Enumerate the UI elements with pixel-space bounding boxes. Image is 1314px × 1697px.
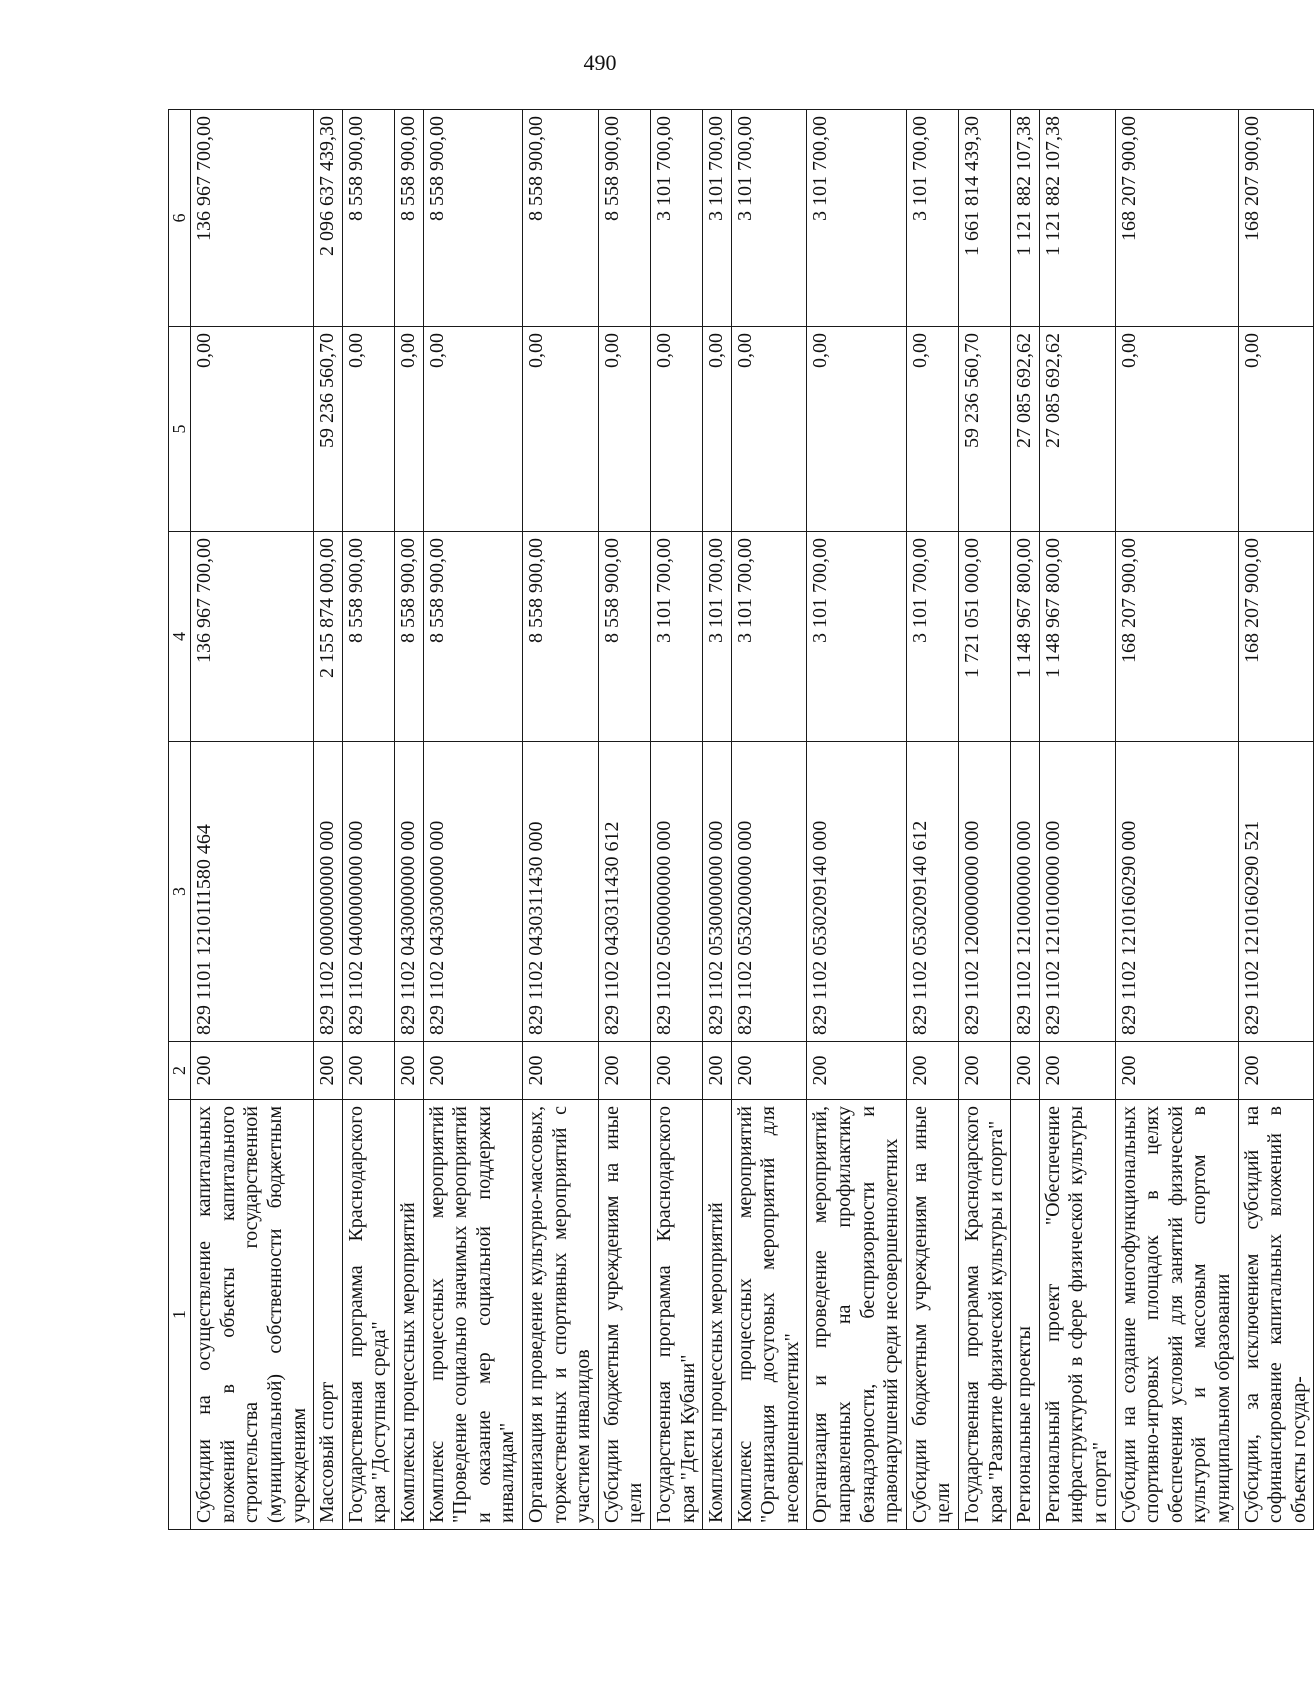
row-kbk-cell: 829 1102 1210160290 000 [1115,742,1238,1042]
row-col4-cell: 8 558 900,00 [394,532,423,742]
row-code-cell: 200 [522,1042,598,1100]
row-code-cell: 200 [394,1042,423,1100]
column-header: 3 [169,742,191,1042]
row-col5-cell: 0,00 [394,327,423,532]
column-header: 4 [169,532,191,742]
row-kbk-cell: 829 1102 0500000000 000 [650,742,702,1042]
row-name-cell: Региональный проект "Обеспечение инфраструктурой в сфере физической культуры и спорта" [1039,1100,1115,1530]
row-name-cell: Региональные проекты [1011,1100,1040,1530]
row-col5-cell: 0,00 [906,327,958,532]
row-code-cell: 200 [1115,1042,1238,1100]
row-name-cell: Комплекс процессных мероприятий "Проведение социально значимых мероприятий и оказание мер социальной поддержки инвалидам" [423,1100,522,1530]
row-col6-cell: 1 121 882 107,38 [1039,110,1115,327]
row-col4-cell: 168 207 900,00 [1115,532,1238,742]
row-col5-cell: 0,00 [342,327,394,532]
row-col5-cell: 59 236 560,70 [959,327,1011,532]
row-code-cell: 200 [423,1042,522,1100]
row-col5-cell: 27 085 692,62 [1011,327,1040,532]
row-name-cell: Организация и проведение мероприятий, направленных на профилактику безнадзорности, беспризорности и правонарушений среди несовершеннолетних [807,1100,906,1530]
row-col5-cell: 0,00 [650,327,702,532]
row-code-cell: 200 [906,1042,958,1100]
row-col6-cell: 168 207 900,00 [1115,110,1238,327]
row-name-cell: Субсидии на создание многофункциональных спортивно-игровых площадок в целях обеспечения условий для занятий физической культурой и массовым спортом в муниципальном образовании [1115,1100,1238,1530]
row-code-cell: 200 [191,1042,314,1100]
row-kbk-cell: 829 1102 0430000000 000 [394,742,423,1042]
row-col4-cell: 3 101 700,00 [731,532,807,742]
row-code-cell: 200 [1039,1042,1115,1100]
row-col5-cell: 0,00 [1238,327,1314,532]
row-col6-cell: 136 967 700,00 [191,110,314,327]
row-col5-cell: 0,00 [807,327,906,532]
row-col4-cell: 3 101 700,00 [807,532,906,742]
row-name-cell: Организация и проведение культурно-массовых, торжественных и спортивных мероприятий с участием инвалидов [522,1100,598,1530]
column-header: 2 [169,1042,191,1100]
table-row [959,110,1011,1530]
row-col5-cell: 0,00 [1115,327,1238,532]
row-kbk-cell: 829 1102 0430311430 612 [598,742,650,1042]
table-row [1115,110,1238,1530]
row-kbk-cell: 829 1102 0000000000 000 [314,742,343,1042]
row-code-cell: 200 [342,1042,394,1100]
row-col4-cell: 1 148 967 800,00 [1011,532,1040,742]
table-row [342,110,394,1530]
row-col4-cell: 1 148 967 800,00 [1039,532,1115,742]
row-kbk-cell: 829 1102 1210160290 521 [1238,742,1314,1042]
row-col5-cell: 0,00 [598,327,650,532]
row-col6-cell: 8 558 900,00 [598,110,650,327]
row-col4-cell: 168 207 900,00 [1238,532,1314,742]
column-header: 1 [169,1100,191,1530]
page-number: 490 [583,50,617,75]
table-header-row [169,110,191,1530]
row-kbk-cell: 829 1102 0530200000 000 [731,742,807,1042]
row-col4-cell: 1 721 051 000,00 [959,532,1011,742]
table-row [598,110,650,1530]
row-code-cell: 200 [959,1042,1011,1100]
row-col6-cell: 8 558 900,00 [522,110,598,327]
row-col5-cell: 59 236 560,70 [314,327,343,532]
row-code-cell: 200 [1011,1042,1040,1100]
row-col6-cell: 8 558 900,00 [342,110,394,327]
table-row [1039,110,1115,1530]
row-col6-cell: 8 558 900,00 [423,110,522,327]
table-row [522,110,598,1530]
row-name-cell: Массовый спорт [314,1100,343,1530]
row-kbk-cell: 829 1102 0400000000 000 [342,742,394,1042]
row-code-cell: 200 [1238,1042,1314,1100]
row-col5-cell: 0,00 [522,327,598,532]
row-name-cell: Субсидии бюджетным учреждениям на иные цели [906,1100,958,1530]
column-header: 6 [169,110,191,327]
row-name-cell: Комплекс процессных мероприятий "Организация досуговых мероприятий для несовершеннолетних" [731,1100,807,1530]
row-col4-cell: 3 101 700,00 [906,532,958,742]
row-code-cell: 200 [807,1042,906,1100]
row-col6-cell: 8 558 900,00 [394,110,423,327]
table-row [1011,110,1040,1530]
row-col4-cell: 8 558 900,00 [423,532,522,742]
row-col4-cell: 8 558 900,00 [598,532,650,742]
table-row [650,110,702,1530]
table-row [731,110,807,1530]
row-kbk-cell: 829 1102 0430311430 000 [522,742,598,1042]
row-kbk-cell: 829 1102 0530209140 612 [906,742,958,1042]
table-row [191,110,314,1530]
row-kbk-cell: 829 1102 0430300000 000 [423,742,522,1042]
row-col4-cell: 136 967 700,00 [191,532,314,742]
table-row [807,110,906,1530]
row-code-cell: 200 [314,1042,343,1100]
row-code-cell: 200 [731,1042,807,1100]
row-col5-cell: 27 085 692,62 [1039,327,1115,532]
row-col5-cell: 0,00 [731,327,807,532]
row-col5-cell: 0,00 [703,327,732,532]
rotated-table-wrapper [168,110,1310,1530]
row-col6-cell: 2 096 637 439,30 [314,110,343,327]
row-name-cell: Государственная программа Краснодарского края "Развитие физической культуры и спорта" [959,1100,1011,1530]
row-code-cell: 200 [598,1042,650,1100]
row-col6-cell: 3 101 700,00 [807,110,906,327]
row-name-cell: Государственная программа Краснодарского края "Доступная среда" [342,1100,394,1530]
row-name-cell: Государственная программа Краснодарского края "Дети Кубани" [650,1100,702,1530]
row-col6-cell: 1 661 814 439,30 [959,110,1011,327]
row-code-cell: 200 [703,1042,732,1100]
row-kbk-cell: 829 1102 1200000000 000 [959,742,1011,1042]
table-row [314,110,343,1530]
row-kbk-cell: 829 1102 0530209140 000 [807,742,906,1042]
row-kbk-cell: 829 1102 1210000000 000 [1011,742,1040,1042]
row-col6-cell: 3 101 700,00 [703,110,732,327]
table-row [1238,110,1314,1530]
row-kbk-cell: 829 1101 12101I1580 464 [191,742,314,1042]
table-row [394,110,423,1530]
row-col6-cell: 168 207 900,00 [1238,110,1314,327]
row-col6-cell: 3 101 700,00 [906,110,958,327]
row-code-cell: 200 [650,1042,702,1100]
row-name-cell: Комплексы процессных мероприятий [703,1100,732,1530]
table-row [703,110,732,1530]
row-col4-cell: 3 101 700,00 [703,532,732,742]
row-col4-cell: 8 558 900,00 [342,532,394,742]
table-row [906,110,958,1530]
row-col6-cell: 1 121 882 107,38 [1011,110,1040,327]
row-name-cell: Субсидии бюджетным учреждениям на иные цели [598,1100,650,1530]
row-kbk-cell: 829 1102 1210100000 000 [1039,742,1115,1042]
row-col6-cell: 3 101 700,00 [731,110,807,327]
row-name-cell: Комплексы процессных мероприятий [394,1100,423,1530]
row-col6-cell: 3 101 700,00 [650,110,702,327]
table-row [423,110,522,1530]
row-col5-cell: 0,00 [423,327,522,532]
row-col4-cell: 2 155 874 000,00 [314,532,343,742]
column-header: 5 [169,327,191,532]
row-col5-cell: 0,00 [191,327,314,532]
row-name-cell: Субсидии, за исключением субсидий на софинансирование капитальных вложений в объекты государ- [1238,1100,1314,1530]
budget-table [168,109,1314,1530]
row-col4-cell: 3 101 700,00 [650,532,702,742]
row-kbk-cell: 829 1102 0530000000 000 [703,742,732,1042]
row-name-cell: Субсидии на осуществление капитальных вложений в объекты капитального строительства государственной (муниципальной) собственности бюджетным учреждениям [191,1100,314,1530]
row-col4-cell: 8 558 900,00 [522,532,598,742]
